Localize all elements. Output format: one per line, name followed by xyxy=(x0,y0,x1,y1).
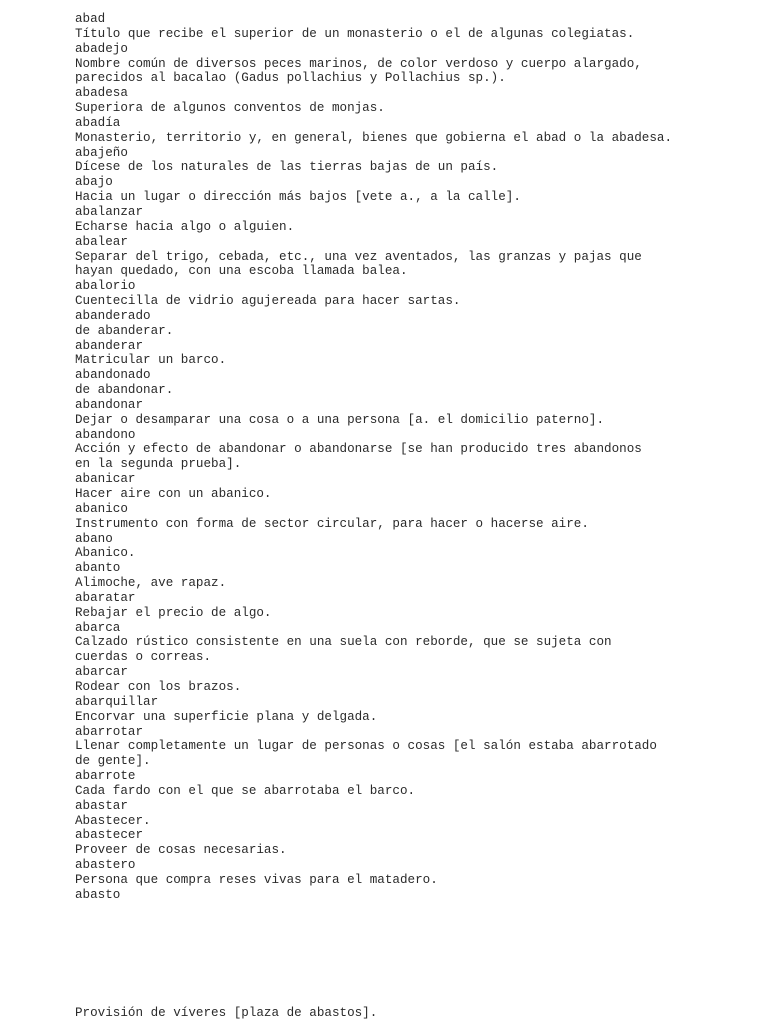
headword: abarquillar xyxy=(75,694,159,709)
definition: Nombre común de diversos peces marinos, de color verdoso y cuerpo alargado, xyxy=(75,56,642,71)
definition: Hacer aire con un abanico. xyxy=(75,487,272,501)
definition: Calzado rústico consistente en una suela con reborde, que se sujeta con xyxy=(75,635,612,650)
definition: Matricular un barco. xyxy=(75,353,227,368)
headword: abanicar xyxy=(75,472,136,487)
headword: abastar xyxy=(75,798,128,813)
headword: abalear xyxy=(75,234,128,249)
trailing-definition: Provisión de víveres [plaza de abastos]. xyxy=(75,1006,378,1020)
definition: de abandonar. xyxy=(75,383,174,398)
headword: abajeño xyxy=(75,145,128,160)
headword: abanico xyxy=(75,501,128,516)
definition: Rebajar el precio de algo. xyxy=(75,605,272,620)
definition: Separar del trigo, cebada, etc., una vez aventados, las granzas y pajas que xyxy=(75,249,642,264)
definition: Cada fardo con el que se abarrotaba el barco. xyxy=(75,783,416,798)
headword: abarrotar xyxy=(75,724,144,739)
headword: abanto xyxy=(75,561,121,576)
definition: Dejar o desamparar una cosa o a una persona [a. el domicilio paterno]. xyxy=(75,412,605,427)
headword: abandonado xyxy=(75,368,151,383)
definition: Monasterio, territorio y, en general, bienes que gobierna el abad o la abadesa. xyxy=(75,130,673,145)
headword: abad xyxy=(75,12,106,26)
headword: abalanzar xyxy=(75,204,144,219)
headword: abadía xyxy=(75,115,121,130)
definition: cuerdas o correas. xyxy=(75,650,212,665)
definition: Abanico. xyxy=(75,546,136,561)
headword: abarrote xyxy=(75,769,136,784)
definition: Dícese de los naturales de las tierras bajas de un país. xyxy=(75,160,499,175)
definition: Proveer de cosas necesarias. xyxy=(75,843,287,858)
definition: Hacia un lugar o dirección más bajos [vete a., a la calle]. xyxy=(75,190,521,205)
headword: abanderar xyxy=(75,338,144,353)
definition: de gente]. xyxy=(75,754,151,769)
definition: Título que recibe el superior de un monasterio o el de algunas colegiatas. xyxy=(75,26,635,41)
headword: abalorio xyxy=(75,279,136,294)
definition: Encorvar una superficie plana y delgada. xyxy=(75,709,378,724)
headword: abarca xyxy=(75,620,121,635)
definition: Instrumento con forma de sector circular, para hacer o hacerse aire. xyxy=(75,516,589,531)
headword: abasto xyxy=(75,887,121,902)
definition: en la segunda prueba]. xyxy=(75,457,242,472)
headword: abandonar xyxy=(75,397,144,412)
definition: Cuentecilla de vidrio agujereada para hacer sartas. xyxy=(75,294,461,309)
definition: Rodear con los brazos. xyxy=(75,679,242,694)
definition: Superiora de algunos conventos de monjas. xyxy=(75,101,385,116)
definition: Llenar completamente un lugar de personas o cosas [el salón estaba abarrotado xyxy=(75,739,657,754)
definition: Abastecer. xyxy=(75,813,151,828)
headword: abadejo xyxy=(75,41,128,56)
definition: parecidos al bacalao (Gadus pollachius y Pollachius sp.). xyxy=(75,71,506,86)
headword: abajo xyxy=(75,175,113,190)
headword: abastero xyxy=(75,858,136,873)
definition: Acción y efecto de abandonar o abandonarse [se han producido tres abandonos xyxy=(75,442,642,457)
headword: abastecer xyxy=(75,828,144,843)
headword: abarcar xyxy=(75,665,128,680)
headword: abaratar xyxy=(75,590,136,605)
definition: Persona que compra reses vivas para el matadero. xyxy=(75,872,438,887)
headword: abano xyxy=(75,531,113,546)
definition: Echarse hacia algo o alguien. xyxy=(75,219,295,234)
headword: abandono xyxy=(75,427,136,442)
definition: de abanderar. xyxy=(75,323,174,338)
headword: abadesa xyxy=(75,86,128,101)
definition: Alimoche, ave rapaz. xyxy=(75,576,227,591)
headword: abanderado xyxy=(75,308,151,323)
dictionary-page xyxy=(75,12,755,903)
definition: hayan quedado, con una escoba llamada balea. xyxy=(75,264,408,279)
